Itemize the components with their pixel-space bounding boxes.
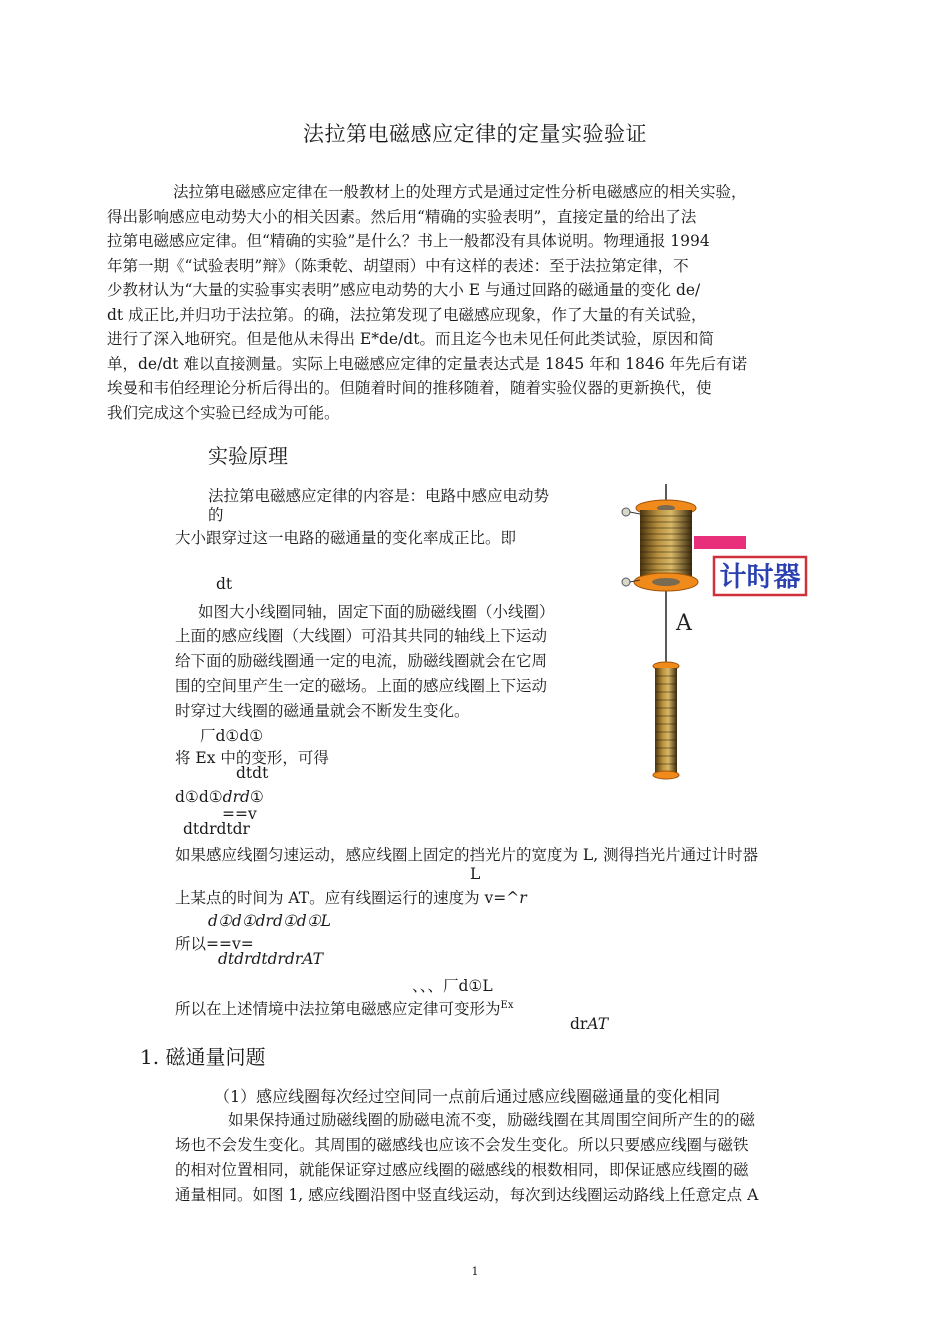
time-line-var: r [519,889,527,907]
intro-line: 埃曼和韦伯经理论分析后得出的。但随着时间的推移随着，随着实验仪器的更新换代，使 [107,379,712,397]
intro-line: 年第一期《“试验表明”辩》（陈秉乾、胡望雨）中有这样的表述：至于法拉第定律，不 [107,256,689,275]
intro-line: 进行了深入地研究。但是他从未得出 E*de/dt。而且迄今也未见任何此类试验，原因和简 [107,330,714,348]
final-formula-line [175,997,513,1019]
law-statement-line: 大小跟穿过这一电路的磁通量的变化率成正比。即 [175,529,517,547]
formula-part: ① [249,788,264,806]
formula-fragment: dtdt [236,764,269,782]
formula-fragment: L [470,865,481,883]
description-line: 给下面的励磁线圈通一定的电流，励磁线圈就会在它周 [175,652,548,670]
induction-coil [622,500,698,591]
law-statement-line: 法拉第电磁感应定律的内容是：电路中感应电动势 [208,487,550,505]
timer-label: 计时器 [719,562,801,593]
formula-fragment [175,788,264,806]
formula-part: drd [222,788,250,806]
terminal-bottom [622,578,630,586]
time-line-text: 上某点的时间为 AT。应有线圈运行的速度为 v=^ [175,889,520,907]
intro-line: 拉第电磁感应定律。但“精确的实验”是什么？书上一般都没有具体说明。物理通报 1994 [107,232,710,250]
flux-line: 通量相同。如图 1, 感应线圈沿图中竖直线运动，每次到达线圈运动路线上任意定点 A [175,1186,759,1204]
small-coil-bottom-flange [653,771,679,779]
formula-fragment: dtdrdtdr [183,820,250,838]
point-a-label: A [676,611,692,636]
coil-winding [640,510,692,578]
section-heading-principle: 实验原理 [208,444,288,468]
description-line: 上面的感应线圈（大线圈）可沿其共同的轴线上下运动 [175,627,548,645]
terminal-top [622,508,630,516]
page-title: 法拉第电磁感应定律的定量实验验证 [303,122,647,146]
law-statement-line: 的 [208,506,224,524]
description-line: 围的空间里产生一定的磁场。上面的感应线圈上下运动 [175,677,548,695]
formula-fragment: 、、、厂d①L [412,977,493,995]
formula-fragment: ==v [222,805,257,823]
coil-apparatus-figure [610,478,820,788]
formula-part: AT [587,1015,609,1033]
formula-superscript: Ex [500,999,514,1011]
section-heading-flux: 1. 磁通量问题 [140,1045,266,1069]
intro-line: 得出影响感应电动势大小的相关因素。然后用“精确的实验表明”，直接定量的给出了法 [107,207,697,226]
subsection-heading: （1）感应线圈每次经过空间同一点前后通过感应线圈磁通量的变化相同 [214,1087,721,1106]
formula-fragment [570,1015,608,1033]
intro-line: 我们完成这个实验已经成为可能。 [107,403,340,422]
flux-line: 如果保持通过励磁线圈的励磁电流不变，励磁线圈在其周围空间所产生的的磁 [228,1111,756,1129]
formula-fragment: d①d①drd①d①L [208,912,331,930]
formula-fragment: dtdrdtdrdrAT [218,950,323,968]
light-blocking-sheet [694,536,746,549]
speed-line: 如果感应线圈匀速运动，感应线圈上固定的挡光片的宽度为 L, 测得挡光片通过计时器 [175,846,759,864]
page-number: 1 [471,1265,479,1278]
final-formula-text: 所以在上述情境中法拉第电磁感应定律可变形为 [175,1000,501,1018]
intro-line: dt 成正比,并归功于法拉第。的确，法拉第发现了电磁感应现象，作了大量的有关试验， [107,305,707,324]
formula-part: d①d① [175,788,223,806]
formula-text: 所以==v= [175,935,254,953]
coil-bottom-bore [652,578,680,586]
description-line: 时穿过大线圈的磁通量就会不断发生变化。 [175,702,470,720]
flux-line: 场也不会发生变化。其周围的磁感线也应该不会发生变化。所以只要感应线圈与磁铁 [175,1136,749,1154]
intro-line: 法拉第电磁感应定律在一般教材上的处理方式是通过定性分析电磁感应的相关实验， [173,183,747,201]
formula-fragment: dt [216,575,233,593]
flux-line: 的相对位置相同，就能保证穿过感应线圈的磁感线的根数相同，即保证感应线圈的磁 [175,1161,749,1179]
intro-paragraph [107,180,812,425]
excitation-coil [653,662,679,779]
intro-line: 少教材认为“大量的实验事实表明”感应电动势的大小 E 与通过回路的磁通量的变化 de/ [107,281,701,299]
formula-part: dr [570,1015,588,1033]
formula-text: 将 Ex 中的变形，可得 [175,749,329,767]
description-line: 如图大小线圈同轴，固定下面的励磁线圈（小线圈） [198,603,555,621]
formula-fragment: 厂d①d① [200,727,264,745]
time-line [175,886,527,908]
intro-line: 单，de/dt 难以直接测量。实际上电磁感应定律的定量表达式是 1845 年和 1846 年先后有诺 [107,354,747,373]
